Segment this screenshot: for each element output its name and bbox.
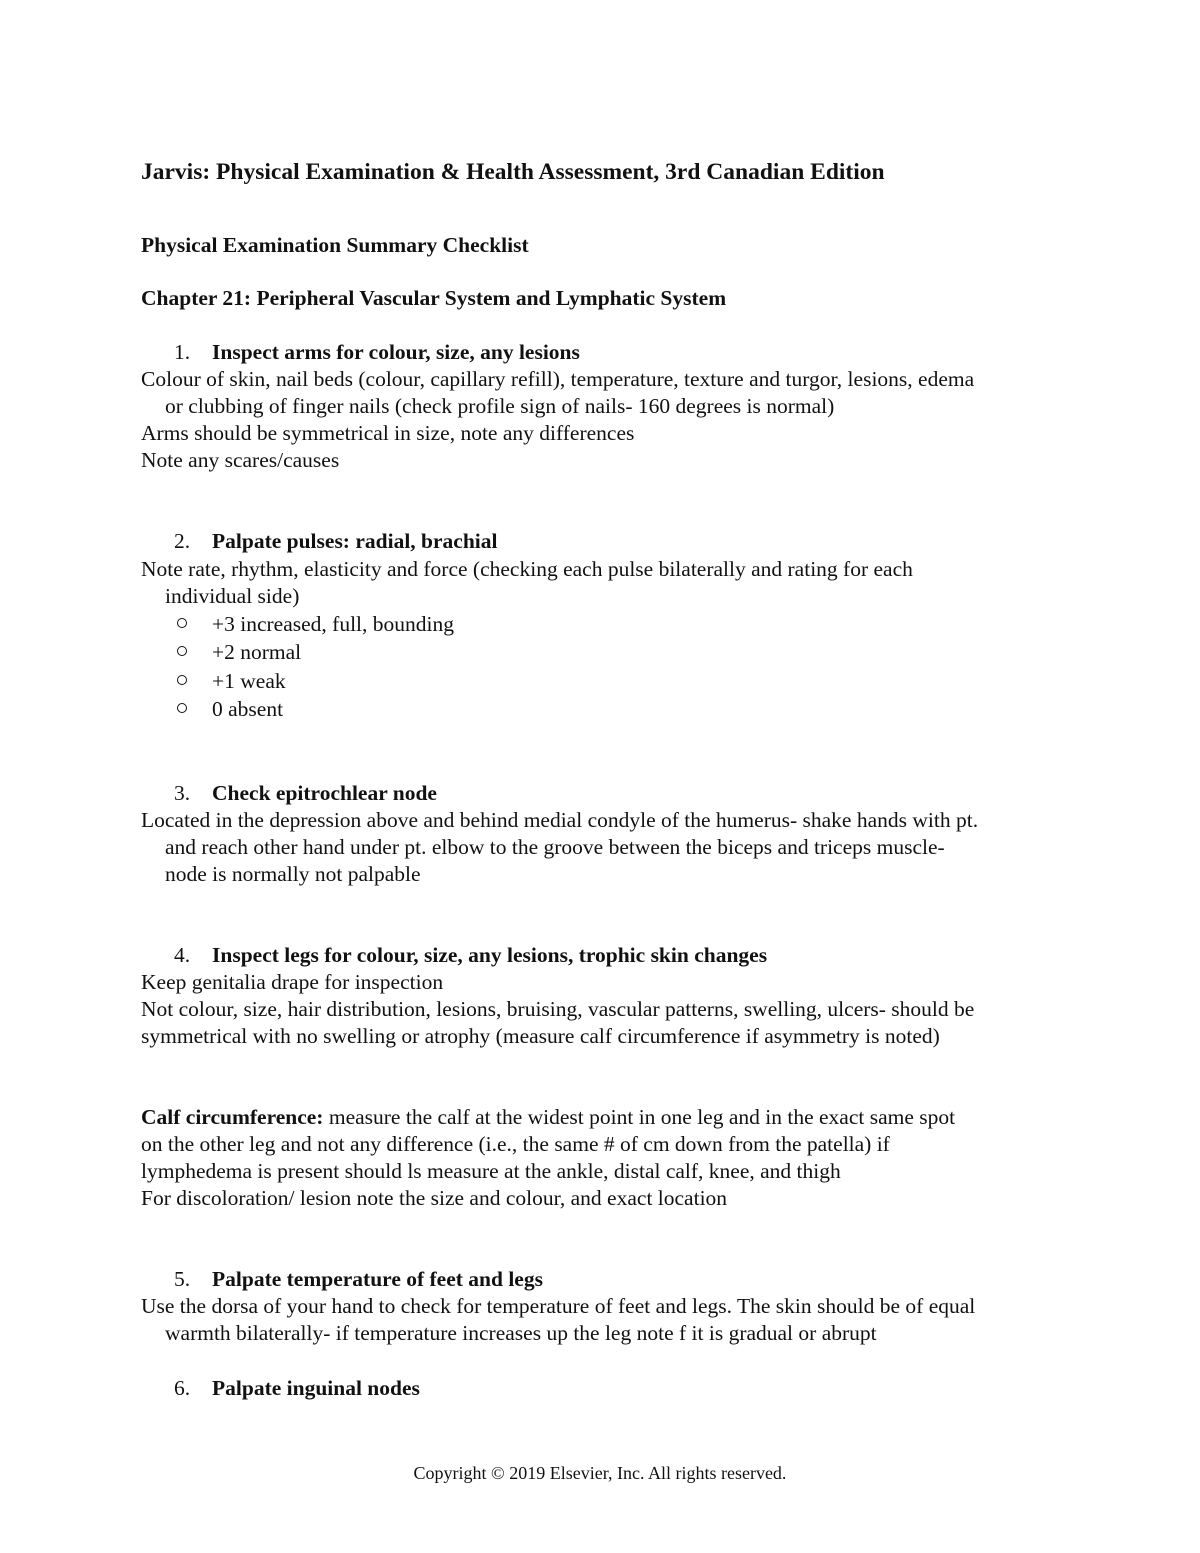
section-2-line-2: individual side)	[165, 584, 300, 608]
section-4-line-1: Keep genitalia drape for inspection	[141, 970, 444, 994]
section-3-line-2: and reach other hand under pt. elbow to the groove between the biceps and triceps muscle-	[165, 835, 945, 859]
section-6-heading: Palpate inguinal nodes	[212, 1376, 420, 1400]
section-1-line-3: Arms should be symmetrical in size, note any differences	[141, 421, 635, 445]
pulse-rating-item: 0 absent	[212, 697, 284, 721]
section-3-line-1: Located in the depression above and behind medial condyle of the humerus- shake hands with pt.	[141, 808, 979, 832]
section-2-heading: Palpate pulses: radial, brachial	[212, 529, 498, 553]
pulse-rating-item: +1 weak	[212, 669, 286, 693]
section-4-number: 4.	[174, 943, 191, 967]
calf-line-2: on the other leg and not any difference (i.e., the same # of cm down from the patella) if	[141, 1132, 890, 1156]
bullet-circle-icon	[177, 703, 187, 713]
section-3-number: 3.	[174, 781, 191, 805]
section-4-line-2: Not colour, size, hair distribution, lesions, bruising, vascular patterns, swelling, ulcers- should be	[141, 997, 975, 1021]
pulse-rating-item: +3 increased, full, bounding	[212, 612, 455, 636]
section-2-line-1: Note rate, rhythm, elasticity and force (checking each pulse bilaterally and rating for each	[141, 557, 913, 581]
section-4-line-3: symmetrical with no swelling or atrophy (measure calf circumference if asymmetry is noted)	[141, 1024, 940, 1048]
bullet-circle-icon	[177, 618, 187, 628]
chapter-heading: Chapter 21: Peripheral Vascular System and Lymphatic System	[141, 286, 727, 310]
calf-line-4: For discoloration/ lesion note the size and colour, and exact location	[141, 1186, 728, 1210]
section-1-number: 1.	[174, 340, 191, 364]
section-1-line-2: or clubbing of finger nails (check profile sign of nails- 160 degrees is normal)	[165, 394, 835, 418]
section-6-number: 6.	[174, 1376, 191, 1400]
section-1-line-1: Colour of skin, nail beds (colour, capillary refill), temperature, texture and turgor, lesions, edema	[141, 367, 975, 391]
section-5-line-1: Use the dorsa of your hand to check for temperature of feet and legs. The skin should be of equal	[141, 1294, 976, 1318]
copyright-footer: Copyright © 2019 Elsevier, Inc. All rights reserved.	[413, 1463, 787, 1483]
section-5-number: 5.	[174, 1267, 191, 1291]
section-3-line-3: node is normally not palpable	[165, 862, 421, 886]
bullet-circle-icon	[177, 646, 187, 656]
calf-line-1	[141, 1104, 955, 1130]
document-subtitle: Physical Examination Summary Checklist	[141, 233, 529, 257]
document-title: Jarvis: Physical Examination & Health Assessment, 3rd Canadian Edition	[141, 159, 885, 185]
calf-label: Calf circumference:	[141, 1105, 324, 1129]
bullet-circle-icon	[177, 675, 187, 685]
section-1-heading: Inspect arms for colour, size, any lesions	[212, 340, 580, 364]
pulse-rating-item: +2 normal	[212, 640, 302, 664]
calf-text: measure the calf at the widest point in one leg and in the exact same spot	[323, 1105, 956, 1129]
section-5-line-2: warmth bilaterally- if temperature increases up the leg note f it is gradual or abrupt	[165, 1321, 877, 1345]
section-5-heading: Palpate temperature of feet and legs	[212, 1267, 543, 1291]
section-1-line-4: Note any scares/causes	[141, 448, 340, 472]
calf-line-3: lymphedema is present should ls measure at the ankle, distal calf, knee, and thigh	[141, 1159, 841, 1183]
section-4-heading: Inspect legs for colour, size, any lesions, trophic skin changes	[212, 943, 768, 967]
section-2-number: 2.	[174, 529, 191, 553]
section-3-heading: Check epitrochlear node	[212, 781, 437, 805]
